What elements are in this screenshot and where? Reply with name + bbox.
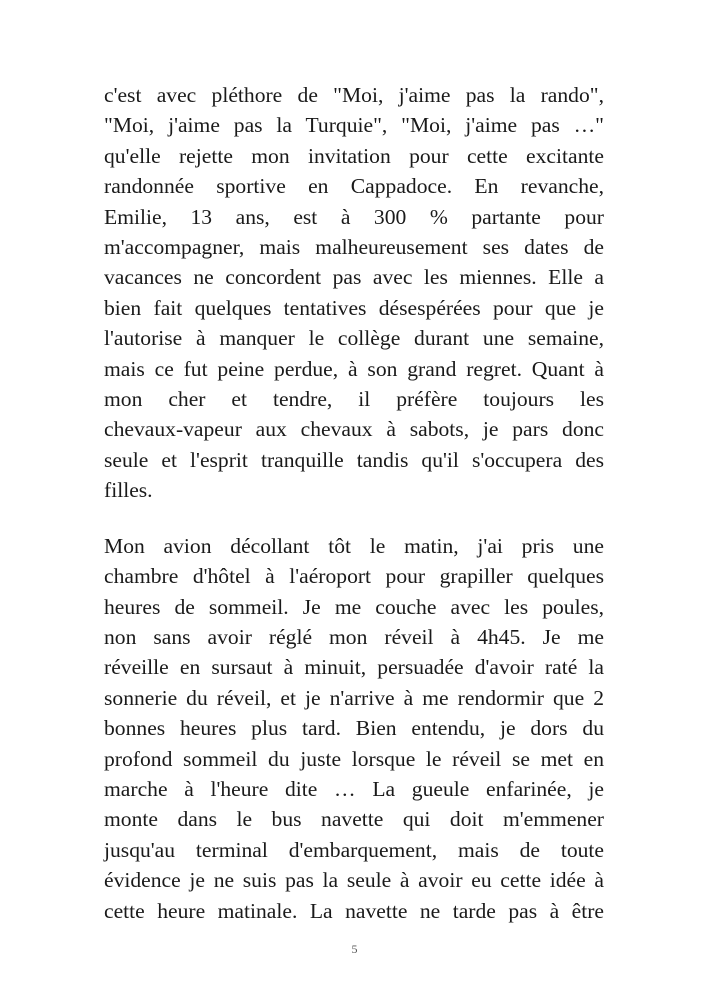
text-line: évidence je ne suis pas la seule à avoir eu cette idée à <box>104 868 604 893</box>
text-line: filles. <box>104 478 153 503</box>
text-line: vacances ne concordent pas avec les miennes. Elle a <box>104 265 604 290</box>
text-body <box>104 80 604 926</box>
text-line: heures de sommeil. Je me couche avec les poules, <box>104 594 604 619</box>
text-line: m'accompagner, mais malheureusement ses dates de <box>104 235 604 260</box>
text-line: mais ce fut peine perdue, à son grand regret. Quant à <box>104 356 604 381</box>
text-line: chevaux-vapeur aux chevaux à sabots, je pars donc <box>104 417 604 442</box>
text-line: l'autorise à manquer le collège durant une semaine, <box>104 326 604 351</box>
text-line: randonnée sportive en Cappadoce. En revanche, <box>104 174 604 199</box>
page-number: 5 <box>351 942 358 956</box>
text-line: "Moi, j'aime pas la Turquie", "Moi, j'aime pas …" <box>104 113 604 138</box>
text-line: c'est avec pléthore de "Moi, j'aime pas la rando", <box>104 83 604 107</box>
text-line: monte dans le bus navette qui doit m'emmener <box>104 807 604 832</box>
text-line: sonnerie du réveil, et je n'arrive à me rendormir que 2 <box>104 685 604 710</box>
text-line: non sans avoir réglé mon réveil à 4h45. Je me <box>104 624 604 649</box>
paragraph-2 <box>104 531 604 926</box>
text-line: Emilie, 13 ans, est à 300 % partante pour <box>104 204 604 229</box>
text-line: marche à l'heure dite … La gueule enfarinée, je <box>104 776 604 801</box>
text-line: mon cher et tendre, il préfère toujours les <box>104 387 604 412</box>
text-line: bonnes heures plus tard. Bien entendu, je dors du <box>104 716 604 741</box>
text-line: bien fait quelques tentatives désespérées pour que je <box>104 295 604 320</box>
text-line: réveille en sursaut à minuit, persuadée d'avoir raté la <box>104 655 604 680</box>
paragraph-1 <box>104 80 604 506</box>
text-line: qu'elle rejette mon invitation pour cette excitante <box>104 143 604 168</box>
text-line: cette heure matinale. La navette ne tarde pas à être <box>104 898 604 923</box>
text-line: chambre d'hôtel à l'aéroport pour grapiller quelques <box>104 564 604 589</box>
text-line: Mon avion décollant tôt le matin, j'ai pris une <box>104 533 604 558</box>
text-line: seule et l'esprit tranquille tandis qu'il s'occupera des <box>104 447 604 472</box>
text-line: profond sommeil du juste lorsque le réveil se met en <box>104 746 604 771</box>
text-line: jusqu'au terminal d'embarquement, mais de toute <box>104 837 604 862</box>
